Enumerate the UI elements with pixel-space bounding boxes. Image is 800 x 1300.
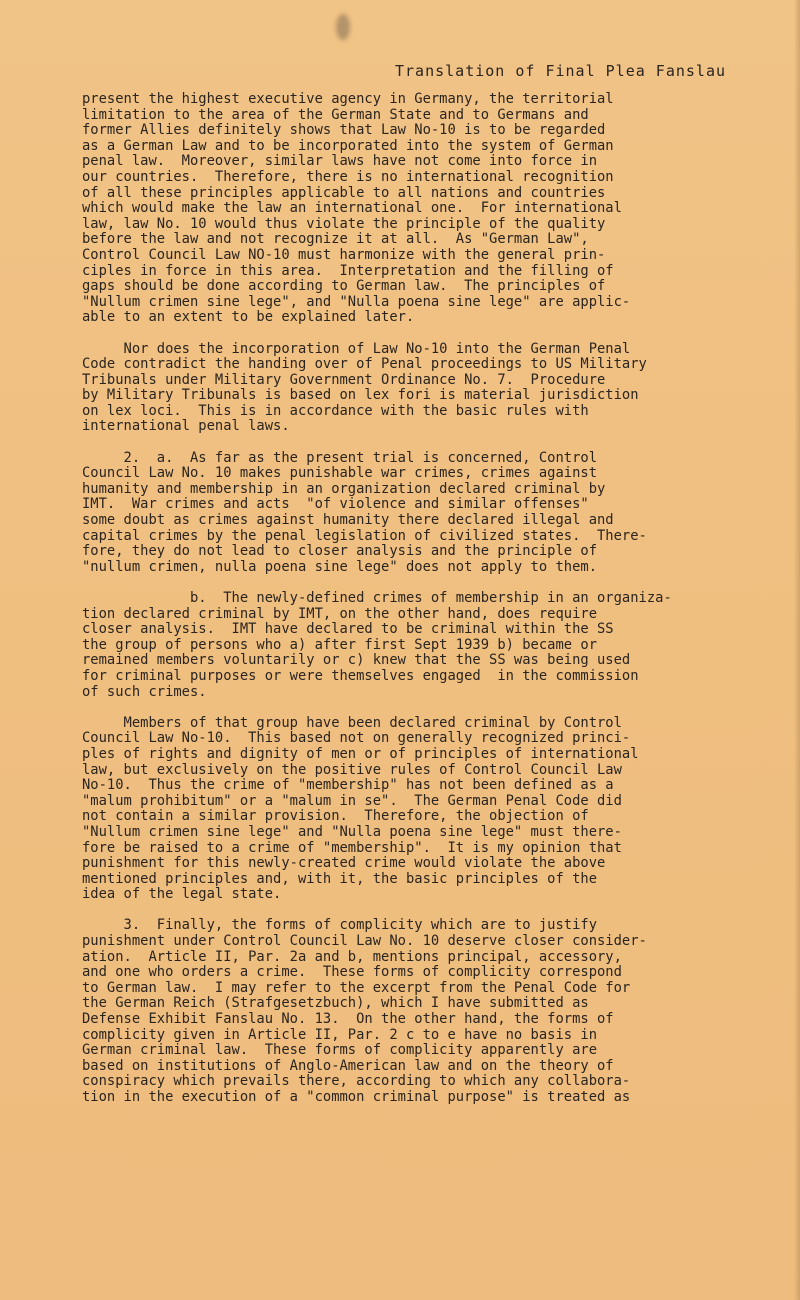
text-line: "nullum crimen, nulla poena sine lege" does not apply to them. (82, 558, 597, 575)
text-line: of such crimes. (82, 683, 207, 700)
page-header: Translation of Final Plea Fanslau (395, 62, 727, 80)
text-line: German criminal law. These forms of complicity apparently are (82, 1042, 597, 1059)
text-line: and one who orders a crime. These forms of complicity correspond (82, 964, 622, 981)
text-line: the group of persons who a) after first Sept 1939 b) became or (82, 636, 597, 653)
text-line: Code contradict the handing over of Penal proceedings to US Military (82, 356, 647, 373)
text-line: "malum prohibitum" or a "malum in se". The German Penal Code did (82, 792, 622, 809)
text-line: ciples in force in this area. Interpretation and the filling of (82, 262, 614, 279)
text-line: limitation to the area of the German State and to Germans and (82, 106, 589, 123)
ink-smudge (336, 14, 350, 40)
text-line: fore be raised to a crime of "membership". It is my opinion that (82, 839, 622, 856)
text-line: for criminal purposes or were themselves engaged in the commission (82, 667, 639, 684)
text-line: Control Council Law NO-10 must harmonize with the general prin- (82, 246, 606, 263)
text-line: Council Law No. 10 makes punishable war crimes, crimes against (82, 465, 597, 482)
text-line: present the highest executive agency in Germany, the territorial (82, 91, 614, 107)
text-line: law, but exclusively on the positive rules of Control Council Law (82, 761, 622, 778)
text-line: gaps should be done according to German law. The principles of (82, 278, 606, 295)
text-line: "Nullum crimen sine lege", and "Nulla poena sine lege" are applic- (82, 293, 631, 310)
text-line: 3. Finally, the forms of complicity which are to justify (82, 917, 597, 934)
text-line: on lex loci. This is in accordance with the basic rules with (82, 402, 589, 419)
text-line: to German law. I may refer to the excerpt from the Penal Code for (82, 979, 631, 996)
paragraph (82, 918, 772, 1105)
text-line: No-10. Thus the crime of "membership" has not been defined as a (82, 777, 614, 794)
text-line: IMT. War crimes and acts "of violence and similar offenses" (82, 496, 589, 513)
text-line: Defense Exhibit Fanslau No. 13. On the other hand, the forms of (82, 1011, 614, 1028)
text-line: ation. Article II, Par. 2a and b, mentions principal, accessory, (82, 948, 622, 965)
text-line: as a German Law and to be incorporated into the system of German (82, 137, 614, 154)
text-line: our countries. Therefore, there is no international recognition (82, 168, 614, 185)
text-line: which would make the law an international one. For international (82, 200, 622, 217)
text-line: capital crimes by the penal legislation of civilized states. There- (82, 527, 647, 544)
paragraph (82, 716, 772, 903)
text-line: tion declared criminal by IMT, on the other hand, does require (82, 605, 597, 622)
text-line: fore, they do not lead to closer analysis and the principle of (82, 543, 597, 560)
text-line: based on institutions of Anglo-American law and on the theory of (82, 1057, 614, 1074)
text-line: 2. a. As far as the present trial is concerned, Control (82, 449, 597, 466)
text-line: Tribunals under Military Government Ordinance No. 7. Procedure (82, 371, 606, 388)
text-line: punishment under Control Council Law No. 10 deserve closer consider- (82, 933, 647, 950)
text-line: by Military Tribunals is based on lex fori is material jurisdiction (82, 387, 639, 404)
paragraph (82, 92, 772, 326)
text-line: the German Reich (Strafgesetzbuch), which I have submitted as (82, 995, 589, 1012)
text-line: some doubt as crimes against humanity there declared illegal and (82, 512, 614, 529)
text-line: humanity and membership in an organization declared criminal by (82, 480, 606, 497)
text-line: idea of the legal state. (82, 886, 282, 903)
text-line: closer analysis. IMT have declared to be criminal within the SS (82, 621, 614, 638)
text-line: conspiracy which prevails there, according to which any collabora- (82, 1073, 631, 1090)
text-line: Nor does the incorporation of Law No-10 into the German Penal (82, 340, 631, 357)
text-line: penal law. Moreover, similar laws have not come into force in (82, 153, 597, 170)
text-line: remained members voluntarily or c) knew that the SS was being used (82, 652, 631, 669)
paragraph (82, 451, 772, 576)
text-line: of all these principles applicable to all nations and countries (82, 184, 606, 201)
text-line: complicity given in Article II, Par. 2 c to e have no basis in (82, 1026, 597, 1043)
paragraph (82, 342, 772, 436)
text-line: not contain a similar provision. Therefore, the objection of (82, 808, 589, 825)
text-line: mentioned principles and, with it, the basic principles of the (82, 870, 597, 887)
text-line: punishment for this newly-created crime would violate the above (82, 855, 606, 872)
text-line: Members of that group have been declared criminal by Control (82, 714, 622, 731)
text-line: tion in the execution of a "common criminal purpose" is treated as (82, 1089, 631, 1105)
text-line: b. The newly-defined crimes of membership in an organiza- (82, 590, 672, 606)
text-line: Council Law No-10. This based not on generally recognized princi- (82, 730, 631, 747)
text-line: international penal laws. (82, 418, 290, 435)
paragraph (82, 591, 772, 700)
text-line: "Nullum crimen sine lege" and "Nulla poena sine lege" must there- (82, 823, 622, 840)
text-line: law, law No. 10 would thus violate the principle of the quality (82, 215, 606, 232)
document-body (82, 92, 772, 1121)
page-edge-shadow (794, 0, 800, 1300)
text-line: former Allies definitely shows that Law No-10 is to be regarded (82, 122, 606, 139)
text-line: ples of rights and dignity of men or of principles of international (82, 745, 639, 762)
text-line: before the law and not recognize it at all. As "German Law", (82, 231, 589, 248)
text-line: able to an extent to be explained later. (82, 309, 415, 326)
